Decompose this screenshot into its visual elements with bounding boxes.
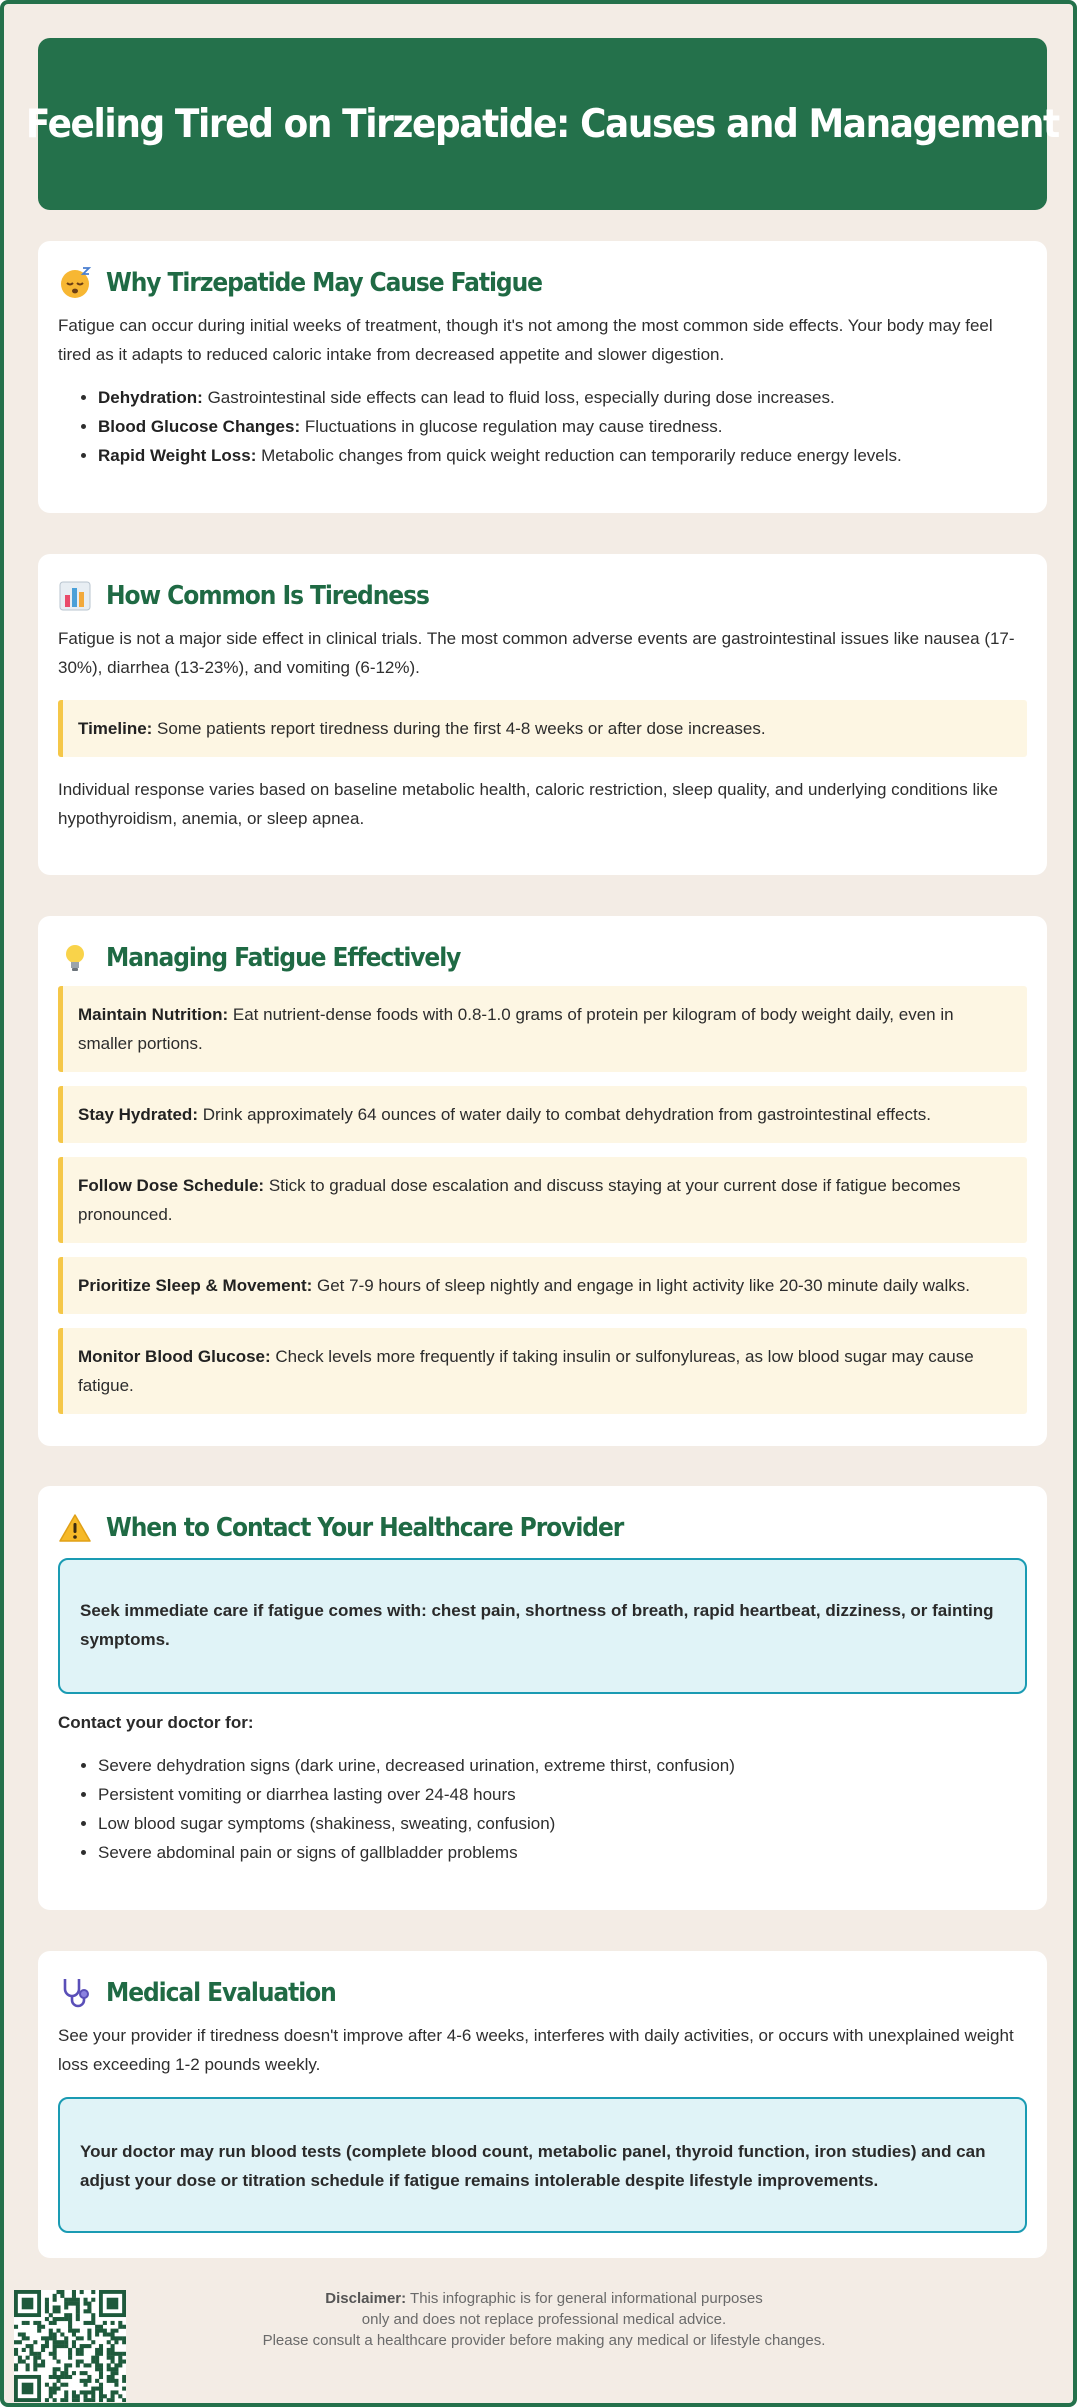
list-item: • Blood Glucose Changes: Fluctuations in glucose regulation may cause tiredness. [98, 412, 1027, 441]
medical-evaluation-heading: Medical Evaluation [58, 1975, 1027, 2011]
why-fatigue-heading: Why Tirzepatide May Cause Fatigue [58, 265, 1027, 301]
list-item: • Rapid Weight Loss: Metabolic changes from quick weight reduction can temporarily reduce energy levels. [98, 441, 1027, 470]
emergency-alert: Seek immediate care if fatigue comes with: chest pain, shortness of breath, rapid heartbeat, dizziness, or fainting symptoms. [58, 1558, 1027, 1694]
sleeping-face-icon [58, 266, 92, 300]
list-item: • Low blood sugar symptoms (shakiness, sweating, confusion) [98, 1809, 1027, 1838]
how-common-outro: Individual response varies based on baseline metabolic health, caloric restriction, sleep quality, and underlying conditions like hypothyroidism, anemia, or sleep apnea. [58, 780, 998, 828]
tip-item: Maintain Nutrition: Eat nutrient-dense foods with 0.8-1.0 grams of protein per kilogram of body weight daily, even in smaller portions. [58, 986, 1027, 1072]
medical-evaluation-card [38, 1951, 1047, 2258]
warning-icon [58, 1511, 92, 1545]
evaluation-intro: See your provider if tiredness doesn't improve after 4-6 weeks, interferes with daily activities, or occurs with unexplained weight loss exceeding 1-2 pounds weekly. [58, 2026, 1014, 2074]
contact-provider-card [38, 1486, 1047, 1910]
contact-reasons-list [98, 1751, 1027, 1867]
why-causes-list [98, 383, 1027, 470]
how-common-heading: How Common Is Tiredness [58, 578, 1027, 614]
tip-item: Monitor Blood Glucose: Check levels more frequently if taking insulin or sulfonylureas, as low blood sugar may cause fatigue. [58, 1328, 1027, 1414]
tip-item: Stay Hydrated: Drink approximately 64 ounces of water daily to combat dehydration from gastrointestinal effects. [58, 1086, 1027, 1143]
contact-provider-heading: When to Contact Your Healthcare Provider [58, 1510, 1027, 1546]
blood-tests-callout: Your doctor may run blood tests (complete blood count, metabolic panel, thyroid function, iron studies) and can adjust your dose or titration schedule if fatigue remains intolerable despite lifestyle improvements. [58, 2097, 1027, 2233]
lightbulb-icon [58, 941, 92, 975]
managing-fatigue-card [38, 916, 1047, 1446]
timeline-callout: Timeline: Some patients report tiredness during the first 4-8 weeks or after dose increases. [58, 700, 1027, 757]
contact-subheading: Contact your doctor for: [58, 1713, 254, 1732]
why-intro: Fatigue can occur during initial weeks of treatment, though it's not among the most common side effects. Your body may feel tired as it adapts to reduced caloric intake from decreased appetite and slower digestion. [58, 316, 993, 364]
list-item: • Severe abdominal pain or signs of gallbladder problems [98, 1838, 1027, 1867]
qr-code [14, 2290, 126, 2402]
stethoscope-icon [58, 1976, 92, 2010]
list-item: • Dehydration: Gastrointestinal side effects can lead to fluid loss, especially during dose increases. [98, 383, 1027, 412]
how-common-card [38, 554, 1047, 875]
bar-chart-icon [58, 579, 92, 613]
list-item: • Persistent vomiting or diarrhea lasting over 24-48 hours [98, 1780, 1027, 1809]
disclaimer-label: Disclaimer: [325, 2290, 407, 2307]
page-title: Feeling Tired on Tirzepatide: Causes and Management [26, 101, 1059, 147]
list-item: • Severe dehydration signs (dark urine, decreased urination, extreme thirst, confusion) [98, 1751, 1027, 1780]
page-header [26, 38, 1059, 210]
tip-item: Follow Dose Schedule: Stick to gradual dose escalation and discuss staying at your current dose if fatigue becomes pronounced. [58, 1157, 1027, 1243]
how-common-intro: Fatigue is not a major side effect in clinical trials. The most common adverse events are gastrointestinal issues like nausea (17-30%), diarrhea (13-23%), and vomiting (6-12%). [58, 629, 1015, 677]
why-fatigue-card [38, 241, 1047, 513]
tip-item: Prioritize Sleep & Movement: Get 7-9 hours of sleep nightly and engage in light activity like 20-30 minute daily walks. [58, 1257, 1027, 1314]
disclaimer: Disclaimer: This infographic is for general informational purposes only and does not replace professional medical advice. Please consult a healthcare provider before making any medical or lifestyle changes. [262, 2290, 826, 2349]
managing-fatigue-heading: Managing Fatigue Effectively [58, 940, 1027, 976]
